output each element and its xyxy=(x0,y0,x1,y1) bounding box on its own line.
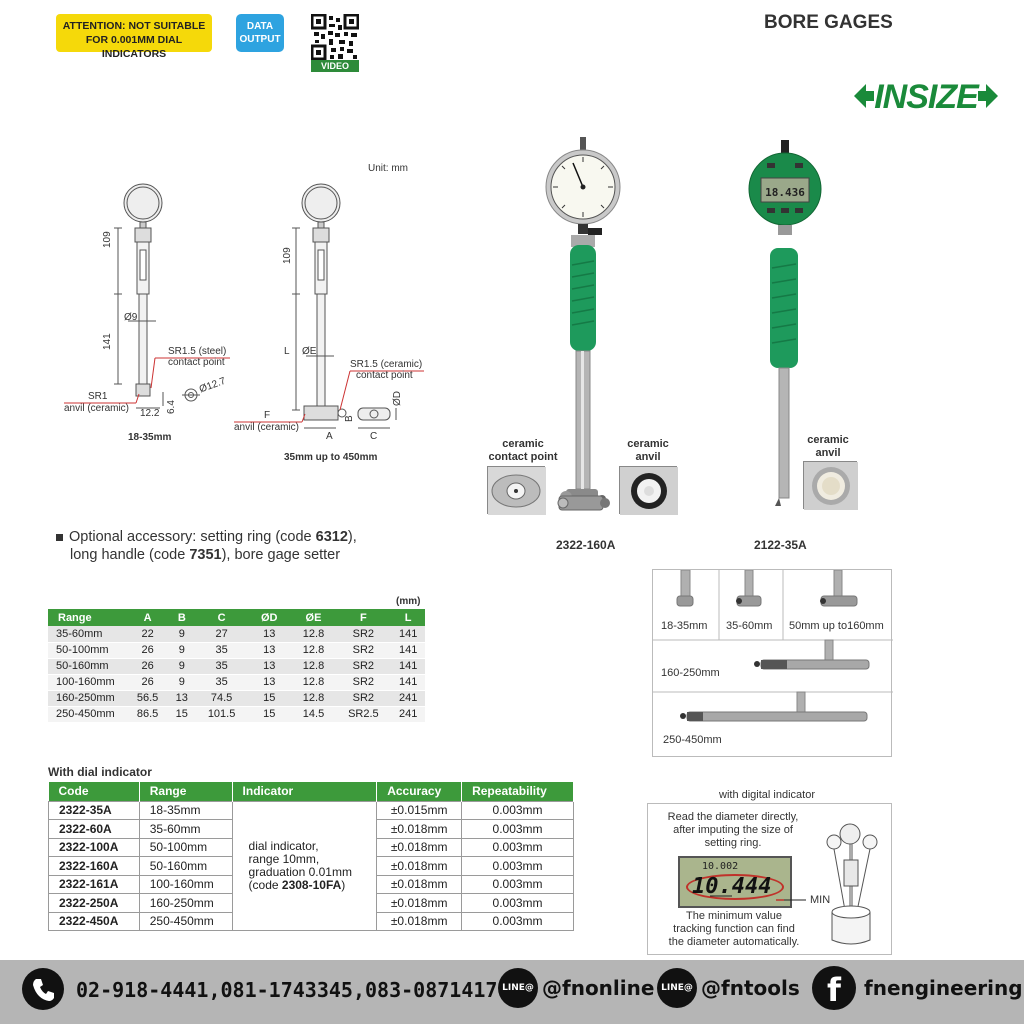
cell-indicator xyxy=(232,801,377,931)
cell: 9 xyxy=(167,626,196,642)
cell: 26 xyxy=(128,674,167,690)
cell: SR2 xyxy=(335,674,391,690)
line-icon: LINE@ xyxy=(498,968,538,1008)
indicator-line-4c: ) xyxy=(341,877,346,892)
attention-line-2: FOR 0.001MM DIAL INDICATORS xyxy=(85,34,183,60)
dim-phiD: ØD xyxy=(392,391,403,406)
anvil-label: SR1 xyxy=(88,391,108,402)
ceramic-anvil-label-1: ceramic xyxy=(627,438,669,450)
table-row xyxy=(48,706,425,722)
cell: 141 xyxy=(391,642,425,658)
cell-code: 2322-160A xyxy=(49,857,140,876)
cell: 50-100mm xyxy=(48,642,128,658)
cell: 13 xyxy=(247,674,292,690)
dim-phi12-7: Ø12.7 xyxy=(197,375,228,396)
dial-table-header xyxy=(49,782,574,801)
cell: SR2 xyxy=(335,658,391,674)
lcd-small-reading: 10.002 xyxy=(702,861,739,872)
digital-read-1: Read the diameter directly, xyxy=(667,811,799,823)
table-row xyxy=(48,690,425,706)
data-output-line-1: DATA xyxy=(246,21,274,32)
cell: 141 xyxy=(391,674,425,690)
table-row xyxy=(48,658,425,674)
indicator-line-1: dial indicator, xyxy=(248,838,319,853)
cell: 13 xyxy=(247,626,292,642)
spec-unit: (mm) xyxy=(396,596,421,607)
spec-header-e: ØE xyxy=(292,609,336,626)
spec-header-d: ØD xyxy=(247,609,292,626)
ceramic-anvil2-photo xyxy=(803,461,857,509)
cell-repeatability: 0.003mm xyxy=(462,875,574,894)
cell-code: 2322-100A xyxy=(49,838,140,857)
accessory-code-2: 7351 xyxy=(189,547,222,563)
facebook-icon: f xyxy=(812,966,856,1010)
cell: 14.5 xyxy=(292,706,336,722)
min-text-2: tracking function can find xyxy=(673,923,795,935)
cell-accuracy: ±0.018mm xyxy=(377,857,462,876)
line-icon-2: LINE@ xyxy=(657,968,697,1008)
cell-accuracy: ±0.018mm xyxy=(377,912,462,931)
spec-table xyxy=(48,609,425,723)
digital-read-3: setting ring. xyxy=(704,837,762,849)
cell: 86.5 xyxy=(128,706,167,722)
ceramic-contact-label-1: ceramic xyxy=(502,438,544,450)
cell-accuracy: ±0.015mm xyxy=(377,801,462,820)
cell-code: 2322-161A xyxy=(49,875,140,894)
table-row xyxy=(48,626,425,642)
cell-repeatability: 0.003mm xyxy=(462,912,574,931)
accessory-code-1: 6312 xyxy=(315,529,348,545)
spec-header-b: B xyxy=(167,609,196,626)
model-2322-160A: 2322-160A xyxy=(556,538,616,552)
cell: 15 xyxy=(247,706,292,722)
data-output-line-2: OUTPUT xyxy=(239,34,281,45)
cell-range: 160-250mm xyxy=(139,894,232,913)
cell-code: 2322-60A xyxy=(49,820,140,839)
setter-range-4: 160-250mm xyxy=(661,667,720,679)
spec-header-range: Range xyxy=(48,609,128,626)
svg-text:INSIZE: INSIZE xyxy=(874,78,978,116)
spec-header-f: F xyxy=(335,609,391,626)
ceramic-anvil2-label-1: ceramic xyxy=(807,434,849,446)
ceramic-contact-label-2: contact point xyxy=(488,451,558,463)
anvil-label-right: anvil (ceramic) xyxy=(234,422,300,433)
min-text-3: the diameter automatically. xyxy=(668,936,800,948)
lcd-big-reading: 10.444 xyxy=(692,874,772,899)
contact-point-label-2: contact point xyxy=(168,357,225,368)
setter-range-1: 18-35mm xyxy=(661,620,708,632)
cell: 241 xyxy=(391,706,425,722)
cell-accuracy: ±0.018mm xyxy=(377,838,462,857)
insize-logo xyxy=(852,74,1000,118)
spec-header-a: A xyxy=(128,609,167,626)
phone-numbers[interactable]: 02-918-4441,081-1743345,083-0871417 xyxy=(76,978,498,1002)
accessory-text-3: long handle (code xyxy=(70,547,190,563)
cell-range: 35-60mm xyxy=(139,820,232,839)
cell: 74.5 xyxy=(196,690,246,706)
drawing-35-450 xyxy=(232,170,432,470)
anvil-label-2: anvil (ceramic) xyxy=(64,403,130,414)
cell-code: 2322-35A xyxy=(49,801,140,820)
dim-12-2: 12.2 xyxy=(140,408,160,419)
model-2122-35A: 2122-35A xyxy=(754,538,807,552)
cell: 9 xyxy=(167,658,196,674)
cell: 26 xyxy=(128,642,167,658)
cell: 13 xyxy=(247,642,292,658)
indicator-line-3: graduation 0.01mm xyxy=(248,864,352,879)
cell: 35 xyxy=(196,658,246,674)
dial-header-indicator: Indicator xyxy=(232,782,377,801)
cell: 141 xyxy=(391,626,425,642)
table-row xyxy=(49,801,574,820)
drawing-caption-18-35: 18-35mm xyxy=(128,432,172,443)
video-label: VIDEO xyxy=(320,61,349,71)
line-id-fntools[interactable]: @fntools xyxy=(701,976,800,1000)
cell-range: 50-160mm xyxy=(139,857,232,876)
cell-repeatability: 0.003mm xyxy=(462,801,574,820)
dim-phi9: Ø9 xyxy=(124,312,138,323)
cell: 56.5 xyxy=(128,690,167,706)
cell-repeatability: 0.003mm xyxy=(462,820,574,839)
cell: 141 xyxy=(391,658,425,674)
cell: 15 xyxy=(167,706,196,722)
dim-109: 109 xyxy=(102,231,113,248)
cell: 50-160mm xyxy=(48,658,128,674)
setter-ranges-box xyxy=(652,569,892,757)
dim-109-right: 109 xyxy=(282,247,293,264)
ceramic-anvil-label-2: anvil xyxy=(635,451,661,463)
cell-repeatability: 0.003mm xyxy=(462,838,574,857)
anvil-tip-detail xyxy=(555,490,625,518)
contact-point-ceramic-label: SR1.5 (ceramic) xyxy=(350,359,423,370)
cell-range: 250-450mm xyxy=(139,912,232,931)
cell: 26 xyxy=(128,658,167,674)
spec-header-l: L xyxy=(391,609,425,626)
digital-reading-text: 18.436 xyxy=(765,186,805,199)
cell-code: 2322-450A xyxy=(49,912,140,931)
digital-read-2: after imputing the size of xyxy=(673,824,793,836)
dial-header-range: Range xyxy=(139,782,232,801)
cell: 160-250mm xyxy=(48,690,128,706)
cell: 241 xyxy=(391,690,425,706)
cell: 9 xyxy=(167,674,196,690)
dim-141: 141 xyxy=(102,333,113,350)
cell-repeatability: 0.003mm xyxy=(462,894,574,913)
contact-point-label: SR1.5 (steel) xyxy=(168,346,227,357)
drawing-caption-35-450: 35mm up to 450mm xyxy=(284,452,378,463)
min-label: MIN xyxy=(810,894,831,906)
min-text-1: The minimum value xyxy=(686,910,782,922)
cell: 12.8 xyxy=(292,658,336,674)
dial-header-accuracy: Accuracy xyxy=(377,782,462,801)
dial-header-repeatability: Repeatability xyxy=(462,782,574,801)
ceramic-anvil2-label-2: anvil xyxy=(815,447,841,459)
bore-gage-in-ring-illustration xyxy=(820,820,888,948)
line-id-fnonline[interactable]: @fnonline xyxy=(542,976,655,1000)
dial-header-code: Code xyxy=(49,782,140,801)
cell-repeatability: 0.003mm xyxy=(462,857,574,876)
cell-code: 2322-250A xyxy=(49,894,140,913)
phone-icon xyxy=(22,968,64,1010)
cell: 12.8 xyxy=(292,642,336,658)
cell: 35 xyxy=(196,642,246,658)
cell: 9 xyxy=(167,642,196,658)
cell: 12.8 xyxy=(292,690,336,706)
cell-accuracy: ±0.018mm xyxy=(377,894,462,913)
cell: 35-60mm xyxy=(48,626,128,642)
ceramic-anvil-photo xyxy=(619,466,677,514)
setter-range-5: 250-450mm xyxy=(663,734,722,746)
page-title: BORE GAGES xyxy=(764,12,893,33)
cell-accuracy: ±0.018mm xyxy=(377,820,462,839)
cell: 12.8 xyxy=(292,626,336,642)
cell: SR2 xyxy=(335,642,391,658)
dim-B: B xyxy=(344,415,355,422)
indicator-line-4a: (code xyxy=(248,877,282,892)
setter-range-2: 35-60mm xyxy=(726,620,773,632)
indicator-code: 2308-10FA xyxy=(281,877,342,892)
indicator-line-2: range 10mm, xyxy=(248,851,320,866)
setter-range-3: 50mm up to160mm xyxy=(789,620,884,632)
accessory-note xyxy=(56,528,357,564)
table-row xyxy=(48,642,425,658)
cell: 13 xyxy=(167,690,196,706)
cell: 100-160mm xyxy=(48,674,128,690)
spec-header-c: C xyxy=(196,609,246,626)
cell-range: 50-100mm xyxy=(139,838,232,857)
qr-code-video-icon[interactable] xyxy=(311,14,359,72)
cell-range: 100-160mm xyxy=(139,875,232,894)
bullet-icon xyxy=(56,534,63,541)
cell: SR2 xyxy=(335,626,391,642)
attention-badge xyxy=(56,14,212,60)
ceramic-contact-point-photo xyxy=(487,466,545,514)
cell-accuracy: ±0.018mm xyxy=(377,875,462,894)
cell: 12.8 xyxy=(292,674,336,690)
dim-phiE: ØE xyxy=(302,346,317,357)
dim-C: C xyxy=(370,431,378,442)
unit-label: Unit: mm xyxy=(368,163,408,174)
cell: SR2 xyxy=(335,690,391,706)
cell: 250-450mm xyxy=(48,706,128,722)
digital-caption: with digital indicator xyxy=(719,789,815,801)
attention-line-1: ATTENTION: NOT SUITABLE xyxy=(62,20,206,32)
contact-point-label-right: contact point xyxy=(356,370,413,381)
spec-table-header xyxy=(48,609,425,626)
cell: 27 xyxy=(196,626,246,642)
data-output-badge xyxy=(236,14,284,52)
cell: SR2.5 xyxy=(335,706,391,722)
dim-L: L xyxy=(284,346,290,357)
accessory-text-4: ), bore gage setter xyxy=(221,547,341,563)
dim-6-4: 6.4 xyxy=(166,400,177,414)
cell: 101.5 xyxy=(196,706,246,722)
dial-indicator-table xyxy=(48,782,574,931)
cell: 13 xyxy=(247,658,292,674)
cell: 35 xyxy=(196,674,246,690)
facebook-page[interactable]: fnengineering xyxy=(864,976,1023,1000)
accessory-text-2: ), xyxy=(347,529,357,545)
dial-table-title: With dial indicator xyxy=(48,765,152,779)
accessory-text-1: Optional accessory: setting ring (code xyxy=(69,529,316,545)
digital-indicator-box xyxy=(647,803,892,955)
anvil-F-label: F xyxy=(264,410,271,421)
cell: 22 xyxy=(128,626,167,642)
cell: 15 xyxy=(247,690,292,706)
table-row xyxy=(48,674,425,690)
cell-range: 18-35mm xyxy=(139,801,232,820)
dim-A: A xyxy=(326,431,333,442)
